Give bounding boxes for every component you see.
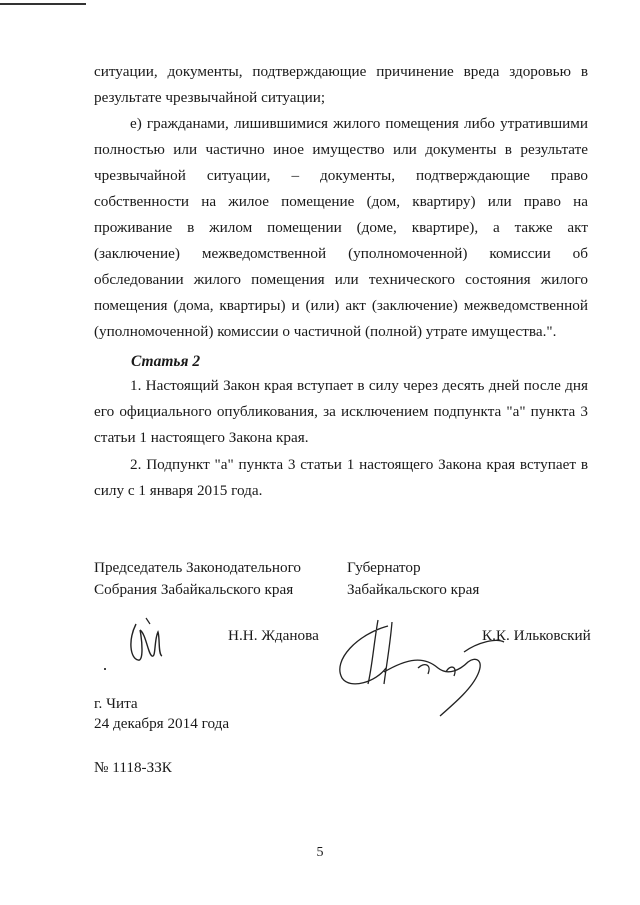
- signatory-right-name: К.К. Ильковский: [482, 627, 591, 644]
- signatory-left-title: [94, 557, 301, 601]
- paragraph-article2-2: 2. Подпункт "а" пункта 3 статьи 1 настоящего Закона края вступает в силу с 1 января 2015 года.: [94, 456, 588, 499]
- document-date: 24 декабря 2014 года: [94, 715, 230, 732]
- paragraph-item-e: е) гражданами, лишившимися жилого помещения либо утратившими полностью или частично иное имущество или документы в результате чрезвычайной ситуации, – документы, подтверждающие право собственности на жилое помещение (дом, квартиру) или право на проживание в жилом помещении (доме, квартире), а также акт (заключение) межведомственной (уполномоченной) комиссии об обследовании жилого помещения или технического состояния жилого помещения (дома, квартиры) и (или) акт (заключение) межведомственной (уполномоченной) комиссии о частичной (полной) утрате имущества.".: [94, 115, 588, 340]
- signatory-left-title-line2: Собрания Забайкальского края: [94, 581, 294, 598]
- signature-dot: [104, 668, 106, 670]
- page-number: 5: [316, 845, 324, 860]
- signatory-left-title-line1: Председатель Законодательного: [94, 559, 302, 576]
- signatory-right-title-line2: Забайкальского края: [347, 581, 480, 598]
- paragraph-article2-1: 1. Настоящий Закон края вступает в силу через десять дней после дня его официального опубликования, за исключением подпункта "а" пункта 3 статьи 1 настоящего Закона края.: [94, 377, 588, 446]
- signatory-right-title: [347, 557, 479, 601]
- document-city: г. Чита: [94, 695, 138, 712]
- paragraph-continuation: ситуации, документы, подтверждающие причинение вреда здоровью в результате чрезвычайной ситуации;: [94, 63, 588, 106]
- signatory-right-title-line1: Губернатор: [347, 559, 421, 576]
- article-heading: Статья 2: [131, 353, 201, 370]
- top-rule: [0, 3, 86, 5]
- document-number: № 1118-ЗЗК: [94, 759, 172, 776]
- right-signature-icon: [328, 612, 508, 722]
- left-signature-icon: [118, 610, 178, 670]
- signatory-left-name: Н.Н. Жданова: [228, 627, 319, 644]
